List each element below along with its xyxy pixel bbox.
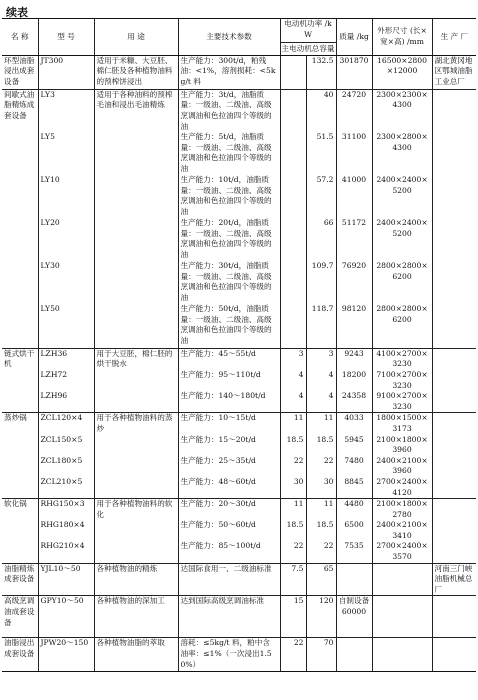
- table-cell-main-kw: 18.5: [280, 435, 306, 456]
- table-cell-model: LY50: [38, 304, 94, 348]
- table-cell-model: LY10: [38, 175, 94, 218]
- table-cell-name: [2, 541, 38, 563]
- table-cell-dims: 2100×1800×3960: [372, 435, 432, 456]
- table-cell-use: 用于各种植物油料的蒸炒: [94, 413, 178, 435]
- table-cell-total-kw: 40: [306, 89, 336, 132]
- table-cell-main-kw: [280, 55, 306, 89]
- equipment-table: [2, 18, 476, 672]
- table-cell-use: [94, 218, 178, 261]
- header-name: 名 称: [2, 19, 38, 56]
- table-cell-main-kw: [280, 132, 306, 175]
- table-cell-total-kw: 51.5: [306, 132, 336, 175]
- table-cell-total-kw: 66: [306, 218, 336, 261]
- table-cell-name: 高级烹调油成套设备: [2, 596, 38, 638]
- table-cell-maker: 湖北黄冈地区鄂城油脂工业总厂: [432, 55, 476, 89]
- table-cell-model: JPW20～150: [38, 638, 94, 672]
- table-cell-maker: [432, 370, 476, 391]
- table-cell-name: [2, 477, 38, 499]
- table-cell-mass: 9243: [336, 348, 372, 370]
- table-cell-total-kw: 109.7: [306, 261, 336, 304]
- table-cell-name: [2, 261, 38, 304]
- table-row: [2, 391, 476, 413]
- table-cell-main-kw: 22: [280, 541, 306, 563]
- table-cell-use: 适用于各种油料的预榨毛油和浸出毛油精炼: [94, 89, 178, 132]
- table-cell-name: [2, 435, 38, 456]
- table-row: [2, 638, 476, 672]
- table-cell-params: 生产能力：45～55t/d: [178, 348, 280, 370]
- header-params: 主要技术参数: [178, 19, 280, 56]
- table-cell-main-kw: 30: [280, 477, 306, 499]
- table-cell-params: 生产能力：140～180t/d: [178, 391, 280, 413]
- table-cell-dims: [372, 638, 432, 672]
- table-cell-mass: 7535: [336, 541, 372, 563]
- table-row: [2, 370, 476, 391]
- table-cell-mass: 8845: [336, 477, 372, 499]
- table-cell-params: 生产能力：15～20t/d: [178, 435, 280, 456]
- table-cell-maker: [432, 520, 476, 541]
- table-row: [2, 218, 476, 261]
- table-cell-maker: [432, 435, 476, 456]
- table-cell-mass: 51172: [336, 218, 372, 261]
- table-cell-dims: 2400×2400×5200: [372, 175, 432, 218]
- table-cell-total-kw: 11: [306, 413, 336, 435]
- table-cell-use: [94, 541, 178, 563]
- table-cell-total-kw: 11: [306, 499, 336, 521]
- table-row: [2, 348, 476, 370]
- table-cell-mass: 7480: [336, 456, 372, 477]
- table-cell-mass: 76920: [336, 261, 372, 304]
- table-cell-maker: [432, 596, 476, 638]
- table-cell-use: [94, 261, 178, 304]
- table-cell-main-kw: 11: [280, 499, 306, 521]
- table-cell-dims: 2400×2400×5200: [372, 218, 432, 261]
- table-cell-name: [2, 456, 38, 477]
- table-cell-use: 各种植物油的深加工: [94, 596, 178, 638]
- table-cell-dims: 16500×2800×12000: [372, 55, 432, 89]
- table-cell-model: RHG210×4: [38, 541, 94, 563]
- table-cell-total-kw: 4: [306, 391, 336, 413]
- table-cell-mass: 自制设备 60000: [336, 596, 372, 638]
- table-cell-params: 生产能力：85～100t/d: [178, 541, 280, 563]
- header-use: 用 途: [94, 19, 178, 56]
- header-maker: 生 产 厂: [432, 19, 476, 56]
- table-cell-total-kw: 3: [306, 348, 336, 370]
- table-cell-use: [94, 391, 178, 413]
- table-cell-params: 达国际食用一、二级油标准: [178, 563, 280, 596]
- table-cell-params: 生产能力：95～110t/d: [178, 370, 280, 391]
- table-cell-maker: [432, 499, 476, 521]
- table-cell-params: 生产能力：50t/d，油脂质量：一级油、二级油、高级烹调油和色拉油四个等级的油: [178, 304, 280, 348]
- table-cell-dims: [372, 596, 432, 638]
- table-row: [2, 89, 476, 132]
- table-cell-main-kw: [280, 261, 306, 304]
- table-cell-main-kw: 3: [280, 348, 306, 370]
- table-cell-total-kw: 118.7: [306, 304, 336, 348]
- header-model: 型 号: [38, 19, 94, 56]
- table-cell-params: 生产能力：50～60t/d: [178, 520, 280, 541]
- table-row: [2, 541, 476, 563]
- table-cell-dims: 2700×2400×4120: [372, 477, 432, 499]
- header-power: [280, 19, 336, 56]
- table-cell-use: [94, 456, 178, 477]
- table-row: [2, 261, 476, 304]
- table-cell-model: ZCL210×5: [38, 477, 94, 499]
- table-cell-params: 生产能力：20～30t/d: [178, 499, 280, 521]
- table-row: [2, 477, 476, 499]
- table-cell-mass: 98120: [336, 304, 372, 348]
- table-cell-use: [94, 435, 178, 456]
- table-row: [2, 413, 476, 435]
- table-cell-mass: 4033: [336, 413, 372, 435]
- header-row: [2, 19, 476, 56]
- table-cell-model: LZH36: [38, 348, 94, 370]
- table-cell-total-kw: 18.5: [306, 435, 336, 456]
- table-cell-dims: [372, 563, 432, 596]
- table-cell-model: RHG180×4: [38, 520, 94, 541]
- table-cell-maker: [432, 175, 476, 218]
- table-cell-main-kw: 22: [280, 638, 306, 672]
- table-cell-use: [94, 370, 178, 391]
- table-cell-mass: 6500: [336, 520, 372, 541]
- table-cell-total-kw: 57.2: [306, 175, 336, 218]
- table-cell-use: [94, 132, 178, 175]
- table-cell-main-kw: 4: [280, 370, 306, 391]
- table-cell-dims: 2800×2800×6200: [372, 261, 432, 304]
- table-row: [2, 175, 476, 218]
- table-cell-name: [2, 520, 38, 541]
- table-cell-main-kw: 18.5: [280, 520, 306, 541]
- table-row: [2, 304, 476, 348]
- table-cell-main-kw: [280, 304, 306, 348]
- table-cell-dims: 2400×2100×3960: [372, 456, 432, 477]
- table-cell-maker: [432, 413, 476, 435]
- table-cell-main-kw: [280, 218, 306, 261]
- table-cell-model: LZH72: [38, 370, 94, 391]
- table-cell-model: LZH96: [38, 391, 94, 413]
- table-cell-dims: 2300×2800×4300: [372, 132, 432, 175]
- table-cell-params: 溶耗：≤5kg/t 料，粕中含油率：≤1%（一次浸出1.50%）: [178, 638, 280, 672]
- table-row: [2, 520, 476, 541]
- table-cell-model: ZCL120×4: [38, 413, 94, 435]
- header-dims: 外形尺寸 (长×宽×高) /mm: [372, 19, 432, 56]
- table-cell-main-kw: 4: [280, 391, 306, 413]
- header-mass: 质量 /kg: [336, 19, 372, 56]
- table-cell-main-kw: 11: [280, 413, 306, 435]
- table-cell-params: 生产能力：20t/d，油脂质量：一级油、二级油、高级烹调油和色拉油四个等级的油: [178, 218, 280, 261]
- table-cell-maker: [432, 132, 476, 175]
- table-cell-mass: 24358: [336, 391, 372, 413]
- table-cell-total-kw: 70: [306, 638, 336, 672]
- table-cell-mass: 24720: [336, 89, 372, 132]
- table-cell-main-kw: 15: [280, 596, 306, 638]
- table-cell-model: LY5: [38, 132, 94, 175]
- table-cell-total-kw: 18.5: [306, 520, 336, 541]
- table-cell-model: ZCL180×5: [38, 456, 94, 477]
- table-caption: 续表: [6, 6, 28, 19]
- table-cell-model: GPY10～50: [38, 596, 94, 638]
- table-cell-mass: 41000: [336, 175, 372, 218]
- table-cell-maker: [432, 456, 476, 477]
- table-cell-name: [2, 370, 38, 391]
- table-cell-total-kw: 120: [306, 596, 336, 638]
- table-cell-params: 生产能力：3t/d，油脂质量：一级油、二级油、高级烹调油和色拉油四个等级的油: [178, 89, 280, 132]
- header-power-top: 电动机功率 /kW: [284, 19, 332, 39]
- table-cell-model: LY3: [38, 89, 94, 132]
- table-cell-dims: 2800×2800×6200: [372, 304, 432, 348]
- table-cell-maker: [432, 348, 476, 370]
- table-cell-use: [94, 304, 178, 348]
- table-cell-maker: [432, 218, 476, 261]
- table-cell-use: 各种植物油脂的萃取: [94, 638, 178, 672]
- table-cell-maker: [432, 638, 476, 672]
- table-row: [2, 563, 476, 596]
- table-row: [2, 596, 476, 638]
- header-power-sub: 主电动机总容量: [281, 44, 335, 54]
- table-cell-name: 间歇式油脂精炼成套设备: [2, 89, 38, 132]
- table-cell-mass: 18200: [336, 370, 372, 391]
- table-cell-mass: 31100: [336, 132, 372, 175]
- table-cell-model: ZCL150×5: [38, 435, 94, 456]
- table-cell-maker: [432, 391, 476, 413]
- table-cell-params: 生产能力：25～35t/d: [178, 456, 280, 477]
- table-cell-model: RHG150×3: [38, 499, 94, 521]
- table-cell-dims: 4100×2700×3230: [372, 348, 432, 370]
- table-cell-dims: 9100×2700×3230: [372, 391, 432, 413]
- table-cell-total-kw: 132.5: [306, 55, 336, 89]
- table-cell-name: 蒸炒锅: [2, 413, 38, 435]
- table-cell-mass: 301870: [336, 55, 372, 89]
- table-cell-params: 生产能力：10～15t/d: [178, 413, 280, 435]
- table-cell-dims: 2100×1800×2780: [372, 499, 432, 521]
- table-cell-mass: [336, 563, 372, 596]
- table-cell-name: 软化锅: [2, 499, 38, 521]
- table-cell-maker: 河南三门峡油脂机械总厂: [432, 563, 476, 596]
- table-cell-dims: 7100×2700×3230: [372, 370, 432, 391]
- table-cell-dims: 2700×2400×3570: [372, 541, 432, 563]
- table-cell-name: [2, 218, 38, 261]
- table-cell-model: YJL10～50: [38, 563, 94, 596]
- table-cell-dims: 2300×2300×4300: [372, 89, 432, 132]
- table-cell-use: 用于大豆胚，棉仁胚的烘干脱水: [94, 348, 178, 370]
- table-cell-name: [2, 391, 38, 413]
- table-cell-maker: [432, 89, 476, 132]
- table-cell-mass: [336, 638, 372, 672]
- table-cell-total-kw: 22: [306, 541, 336, 563]
- table-cell-name: 环型油脂浸出成套设备: [2, 55, 38, 89]
- table-cell-name: [2, 132, 38, 175]
- table-cell-model: LY30: [38, 261, 94, 304]
- table-cell-use: 适用于米糠、大豆胚、棉仁胚及各种植物油料的预榨饼浸出: [94, 55, 178, 89]
- table-cell-name: [2, 304, 38, 348]
- table-cell-use: [94, 520, 178, 541]
- table-cell-mass: 4480: [336, 499, 372, 521]
- table-cell-use: 用于各种植物油料的软化: [94, 499, 178, 521]
- table-cell-dims: 1800×1500×3173: [372, 413, 432, 435]
- table-cell-total-kw: 22: [306, 456, 336, 477]
- table-cell-maker: [432, 477, 476, 499]
- table-row: [2, 435, 476, 456]
- table-cell-name: 油脂精炼成套设备: [2, 563, 38, 596]
- table-cell-name: 链式烘干机: [2, 348, 38, 370]
- table-cell-main-kw: 7.5: [280, 563, 306, 596]
- table-cell-params: 生产能力：300t/d，粕残油：<1%，溶剂损耗：<5kg/t 料: [178, 55, 280, 89]
- table-cell-total-kw: 30: [306, 477, 336, 499]
- table-row: [2, 499, 476, 521]
- table-row: [2, 55, 476, 89]
- table-cell-total-kw: 65: [306, 563, 336, 596]
- table-cell-params: 生产能力：10t/d，油脂质量：一级油、二级油、高级烹调油和色拉油四个等级的油: [178, 175, 280, 218]
- table-cell-params: 生产能力：30t/d，油脂质量：一级油、二级油、高级烹调油和色拉油四个等级的油: [178, 261, 280, 304]
- table-cell-total-kw: 4: [306, 370, 336, 391]
- table-cell-main-kw: 22: [280, 456, 306, 477]
- table-cell-name: 油脂浸出成套设备: [2, 638, 38, 672]
- table-cell-maker: [432, 304, 476, 348]
- table-cell-mass: 5945: [336, 435, 372, 456]
- table-cell-maker: [432, 541, 476, 563]
- table-cell-use: [94, 175, 178, 218]
- table-cell-model: JT300: [38, 55, 94, 89]
- table-cell-main-kw: [280, 89, 306, 132]
- table-row: [2, 456, 476, 477]
- table-cell-params: 达到国际高级烹调油标准: [178, 596, 280, 638]
- table-cell-name: [2, 175, 38, 218]
- table-cell-params: 生产能力：48～60t/d: [178, 477, 280, 499]
- table-cell-main-kw: [280, 175, 306, 218]
- table-cell-use: 各种植物油的精炼: [94, 563, 178, 596]
- table-row: [2, 132, 476, 175]
- table-cell-model: LY20: [38, 218, 94, 261]
- table-cell-params: 生产能力：5t/d，油脂质量：一级油、二级油、高级烹调油和色拉油四个等级的油: [178, 132, 280, 175]
- table-cell-dims: 2400×2100×3410: [372, 520, 432, 541]
- table-cell-use: [94, 477, 178, 499]
- table-cell-maker: [432, 261, 476, 304]
